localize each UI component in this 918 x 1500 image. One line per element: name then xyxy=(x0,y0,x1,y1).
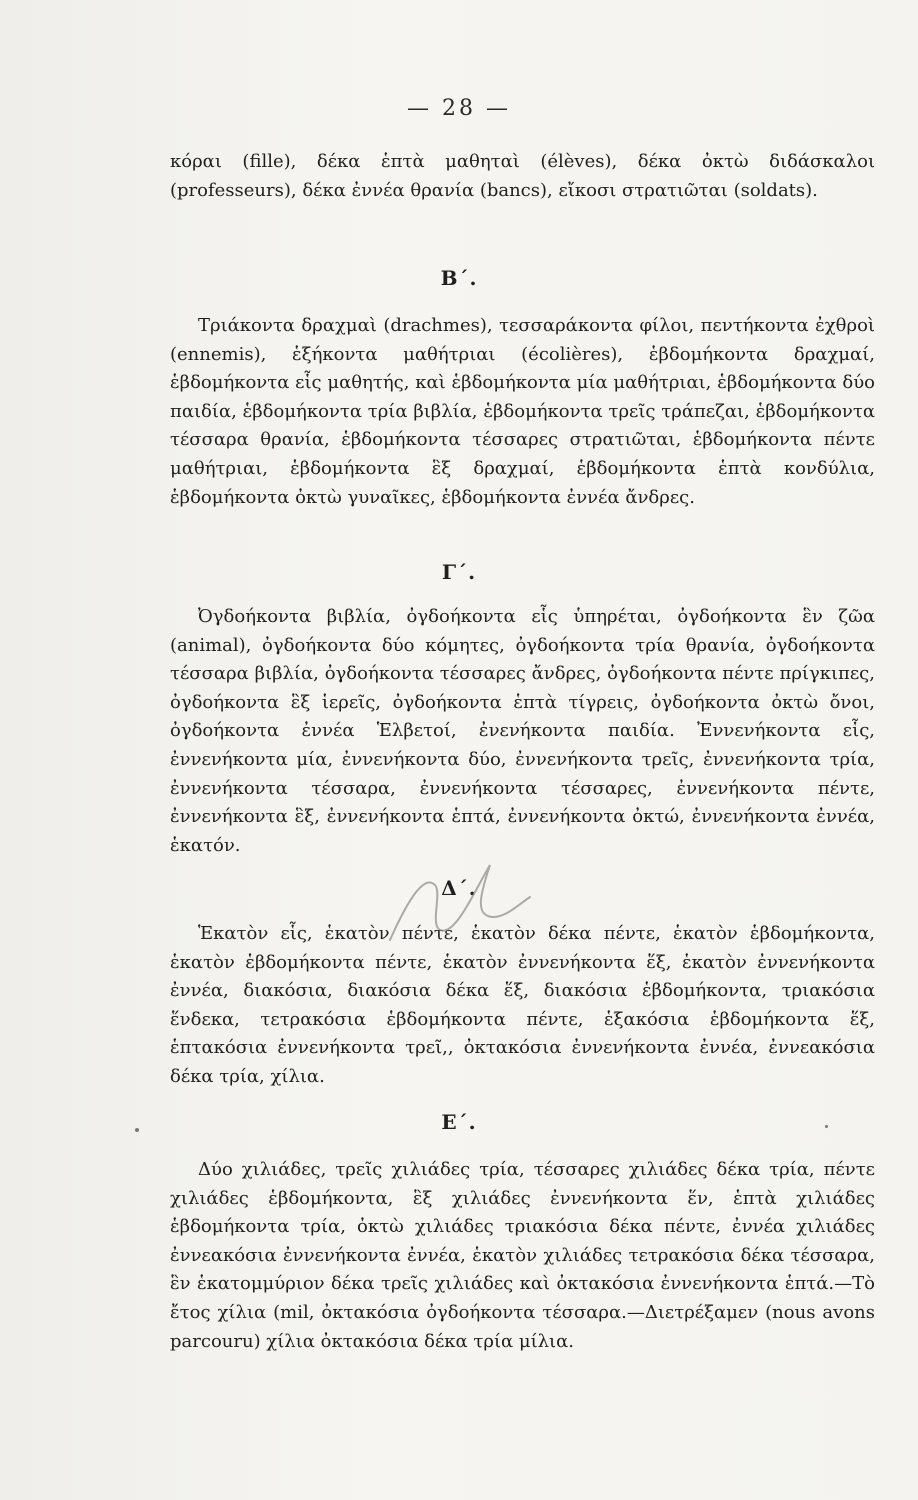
section-d-paragraph: Ἑκατὸν εἷς, ἑκατὸν πέντε, ἑκατὸν δέκα πέντε, ἑκατὸν ἑβδομήκοντα, ἑκατὸν ἑβδομήκοντα πέντε, ἑκατὸν ἐννενήκοντα ἕξ, ἑκατὸν ἐννενήκοντα ἐννέα, διακόσια, διακόσια δέκα ἕξ, διακόσια ἑβδομήκοντα, τριακόσια ἕνδεκα, τετρακόσια ἑβδομήκοντα πέντε, ἑξακόσια ἑβδομήκοντα ἕξ, ἑπτακόσια ἐννενήκοντα τρεῖ,, ὀκτακόσια ἐννενήκοντα ἐννέα, ἐννεακόσια δέκα τρία, χίλια. xyxy=(170,923,875,1087)
section-c-paragraph: Ὀγδοήκοντα βιβλία, ὀγδοήκοντα εἷς ὑπηρέται, ὀγδοήκοντα ἓν ζῶα (animal), ὀγδοήκοντα δύο κόμητες, ὀγδοήκοντα τρία θρανία, ὀγδοήκοντα τέσσαρα βιβλία, ὀγδοήκοντα τέσσαρες ἄνδρες, ὀγδοήκοντα πέντε πρίγκιπες, ὀγδοήκοντα ἓξ ἱερεῖς, ὀγδοήκοντα ἑπτὰ τίγρεις, ὀγδοήκοντα ὀκτὼ ὄνοι, ὀγδοήκοντα ἐννέα Ἑλβετοί, ἐνενήκοντα παιδία. Ἐννενήκοντα εἷς, ἐννενήκοντα μία, ἐννενήκοντα δύο, ἐννενήκοντα τρεῖς, ἐννενήκοντα τρία, ἐννενήκοντα τέσσαρα, ἐννενήκοντα τέσσαρες, ἐννενήκοντα πέντε, ἐννενήκοντα ἓξ, ἐννενήκοντα ἑπτά, ἐννενήκοντα ὀκτώ, ἐννενήκοντα ἐννέα, ἑκατόν. xyxy=(170,606,875,856)
paper-speck xyxy=(825,1125,828,1128)
intro-paragraph: κόραι (fille), δέκα ἑπτὰ μαθηταὶ (élèves), δέκα ὀκτὼ διδάσκαλοι (professeurs), δέκα ἐννέα θρανία (bancs), εἴκοσι στρατιῶται (soldats). xyxy=(170,151,875,201)
section-heading-b: Β΄. xyxy=(440,266,478,290)
section-heading-c: Γ΄. xyxy=(441,560,477,584)
section-heading-d: Δ΄. xyxy=(441,876,477,900)
handwritten-pencil-mark xyxy=(380,855,540,955)
section-e-paragraph: Δύο χιλιάδες, τρεῖς χιλιάδες τρία, τέσσαρες χιλιάδες δέκα τρία, πέντε χιλιάδες ἑβδομήκοντα, ἓξ χιλιάδες ἐννενήκοντα ἕν, ἑπτὰ χιλιάδες ἑβδομήκοντα τρία, ὀκτὼ χιλιάδες τριακόσια δέκα πέντε, ἐννέα χιλιάδες ἐννεακόσια ἐννενήκοντα ἐννέα, ἑκατὸν χιλιάδες τετρακόσια δέκα τέσσαρα, ἓν ἑκατομμύριον δέκα τρεῖς χιλιάδες καὶ ὀκτακόσια ἐννενήκοντα ἑπτά.—Τὸ ἔτος χίλια (mil, ὀκτακόσια ὀγδοήκοντα τέσσαρα.—Διετρέξαμεν (nous avons parcouru) χίλια ὀκτακόσια δέκα τρία μίλια. xyxy=(170,1159,875,1352)
page-number: — 28 — xyxy=(407,96,511,121)
section-b-paragraph: Τριάκοντα δραχμαὶ (drachmes), τεσσαράκοντα φίλοι, πεντήκοντα ἐχθροὶ (ennemis), ἑξήκοντα μαθήτριαι (écolières), ἑβδομήκοντα δραχμαί, ἑβδομήκοντα εἷς μαθητής, καὶ ἑβδομήκοντα μία μαθήτριαι, ἑβδομήκοντα δύο παιδία, ἑβδομήκοντα τρία βιβλία, ἑβδομήκοντα τρεῖς τράπεζαι, ἑβδομήκοντα τέσσαρα θρανία, ἑβδομήκοντα τέσσαρες στρατιῶται, ἑβδομήκοντα πέντε μαθήτριαι, ἑβδομήκοντα ἓξ δραχμαί, ἑβδομήκοντα ἑπτὰ κονδύλια, ἑβδομήκοντα ὀκτὼ γυναῖκες, ἑβδομήκοντα ἐννέα ἄνδρες. xyxy=(170,315,875,508)
paper-speck xyxy=(135,1128,139,1132)
section-heading-e: Ε΄. xyxy=(441,1110,477,1134)
